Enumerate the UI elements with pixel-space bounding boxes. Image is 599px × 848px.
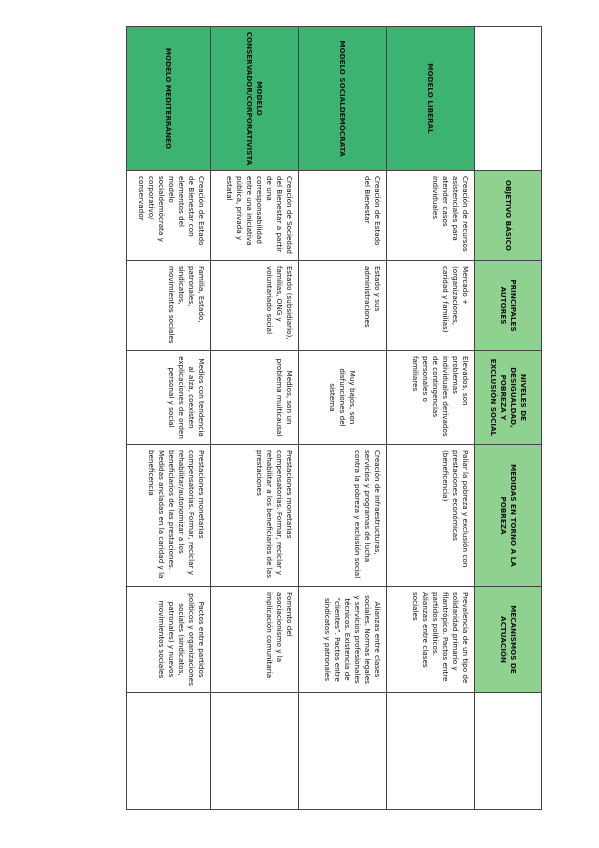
mediterraneo-autores: Familia, Estado, patronales, sindicatos, movimientos sociales: [126, 261, 210, 351]
table-corner: [474, 26, 542, 171]
conservador-medidas: Prestaciones monetarias compensatorias. Formar, reciclar y rehabilitar a los beneficiarios de las prestaciones: [210, 445, 298, 587]
liberal-niveles: Elevados, son problemas individuales derivados de contingencias personales o familiares: [386, 351, 474, 445]
col-header-socialdemocrata: MODELO SOCIALDEMÓCRATA: [298, 26, 386, 171]
socialdemocrata-niveles: Muy bajos, son disfunciones del sistema: [298, 351, 386, 445]
conservador-objetivo: Creación de Sociedad del Bienestar a partir de una corresponsabilidad entre una iniciativa pública, privada y estatal: [210, 171, 298, 261]
col-header-mediterraneo: MODELO MEDITERRÁNEO: [126, 26, 210, 171]
col-header-conservador: MODELO CONSERVADOR/CORPORATIVISTA: [210, 26, 298, 171]
mediterraneo-mecanismos: Pactos entre partidos políticos y organizaciones sociales (sindicatos, patronales) y nuevos movimientos sociales: [126, 587, 210, 693]
row-label-niveles: NIVELES DE DESIGUALDAD, POBREZA Y EXCLUSIÓN SOCIAL: [474, 351, 542, 445]
liberal-autores: Mercado + (organizaciones, caridad y familias): [386, 261, 474, 351]
row-label-autores: PRINCIPALES AUTORES: [474, 261, 542, 351]
col-header-liberal: MODELO LIBERAL: [386, 26, 474, 171]
blank-col: [474, 693, 542, 810]
conservador-niveles: Medios, son un problema multicausal: [210, 351, 298, 445]
mediterraneo-niveles: Medios con tendencia al alza, coexisten explicaciones de orden personal y social: [126, 351, 210, 445]
liberal-mecanismos: Prevalencia de un tipo de solidaridad primario y filantrópico. Pactos entre partidos políticos. Alianzas entre clases sociales: [386, 587, 474, 693]
row-label-medidas: MEDIDAS EN TORNO A LA POBREZA: [474, 445, 542, 587]
liberal-medidas: Paliar la pobreza y exclusión con prestaciones económicas (beneficencia): [386, 445, 474, 587]
socialdemocrata-autores: Estado y sus administraciones: [298, 261, 386, 351]
socialdemocrata-mecanismos: Alianzas entre clases sociales. Normas legales y servicios profesionales técnicos. Existencia de “clientes”. Pactos entre sindicatos y patronales: [298, 587, 386, 693]
rotated-page: [126, 26, 542, 810]
conservador-mecanismos: Fomento del asociacionismo y la implicación comunitaria: [210, 587, 298, 693]
conservador-autores: Estado (subsidiario), familias, ONG y voluntariado social: [210, 261, 298, 351]
mediterraneo-objetivo: Creación de Estado de Bienestar con elementos del modelo socialdemócrata y corporativo/ conservador: [126, 171, 210, 261]
blank-cell: [126, 693, 210, 810]
socialdemocrata-medidas: Creación de infraestructuras, servicios y programas de lucha contra la pobreza y exclusión social: [298, 445, 386, 587]
liberal-objetivo: Creación de recursos asistenciales para atender casos individuales: [386, 171, 474, 261]
mediterraneo-medidas: Prestaciones monetarias compensatorias. Formar, reciclar y rehabilitar/autonomizar a los beneficiarios de las prestaciones. Medidas ancladas en la caridad y la beneficencia: [126, 445, 210, 587]
blank-cell: [298, 693, 386, 810]
socialdemocrata-objetivo: Creación de Estado del Bienestar: [298, 171, 386, 261]
row-label-objetivo: OBJETIVO BÁSICO: [474, 171, 542, 261]
blank-cell: [210, 693, 298, 810]
row-label-mecanismos: MECANISMOS DE ACTUACIÓN: [474, 587, 542, 693]
comparison-table: [126, 26, 542, 810]
blank-cell: [386, 693, 474, 810]
